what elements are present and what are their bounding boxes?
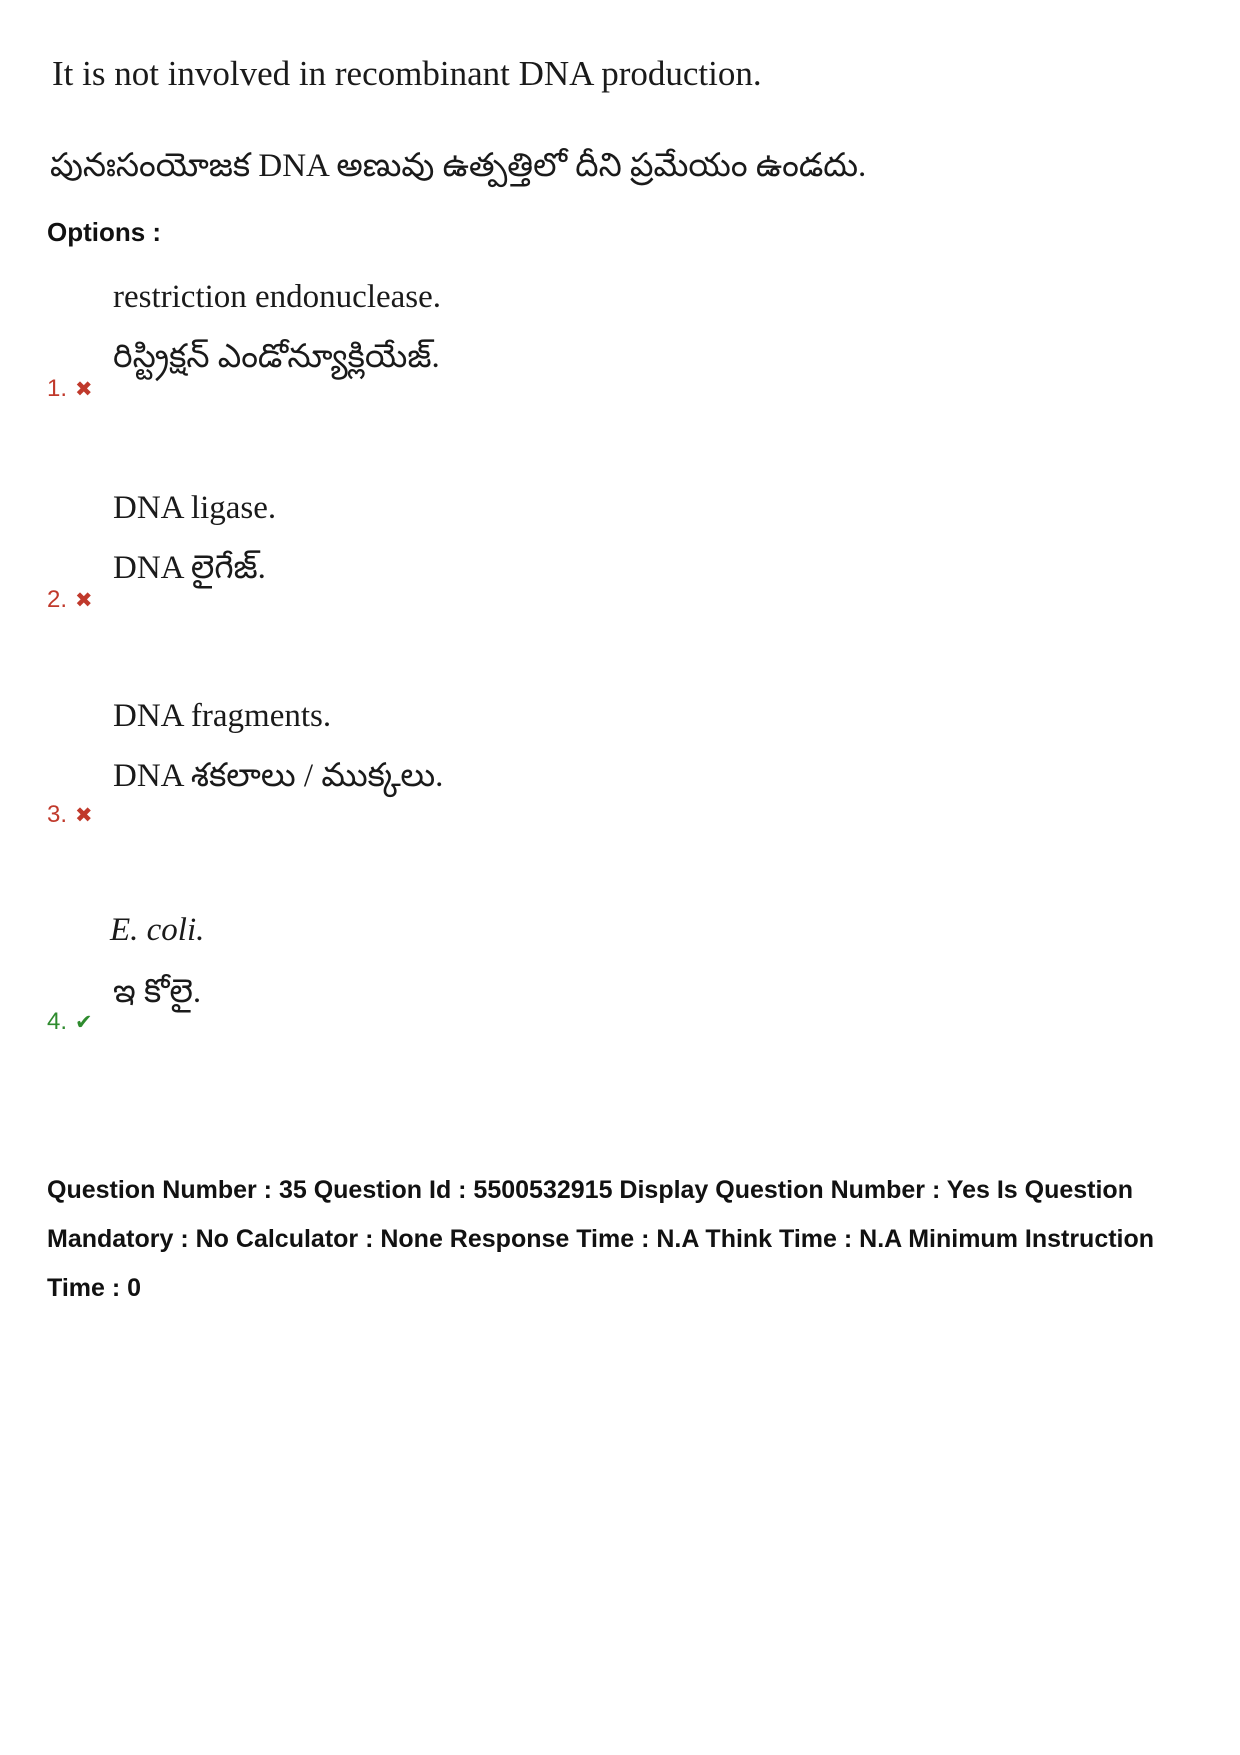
question-metadata: Question Number : 35 Question Id : 5500532915 Display Question Number : Yes Is Question Mandatory : No Calculator : None Response Time : N.A Think Time : N.A Minimum Instruction Time : 0 [47, 1176, 1155, 1302]
question-text-te: పునఃసంయోజక DNA అణువు ఉత్పత్తిలో దీని ప్రమేయం ఉండదు. [50, 148, 867, 184]
option-2-text-te: DNA లైగేజ్. [113, 550, 266, 586]
check-icon: ✔ [75, 1011, 93, 1034]
option-4-text-te: ఇ కోలై. [113, 974, 202, 1010]
question-text-en: It is not involved in recombinant DNA production. [52, 54, 762, 93]
option-2-number: 2. [47, 586, 68, 613]
option-3-marker [47, 800, 93, 831]
option-1-text-te: రిస్ట్రిక్షన్ ఎండోన్యూక్లియేజ్. [113, 339, 440, 375]
option-1-number: 1. [47, 375, 68, 402]
cross-icon: ✖ [75, 589, 93, 612]
option-1-marker [47, 374, 93, 405]
option-3-text-en: DNA fragments. [113, 698, 332, 734]
cross-icon: ✖ [75, 804, 93, 827]
option-2-marker [47, 585, 93, 616]
options-label: Options : [47, 217, 162, 247]
option-4-marker [47, 1007, 93, 1038]
option-1-text-en: restriction endonuclease. [113, 279, 442, 315]
option-4-text-en: E. coli. [110, 912, 205, 948]
option-2-text-en: DNA ligase. [113, 490, 277, 526]
option-4-number: 4. [47, 1008, 68, 1035]
option-3-number: 3. [47, 801, 68, 828]
option-3-text-te: DNA శకలాలు / ముక్కలు. [113, 758, 444, 794]
cross-icon: ✖ [75, 378, 93, 401]
